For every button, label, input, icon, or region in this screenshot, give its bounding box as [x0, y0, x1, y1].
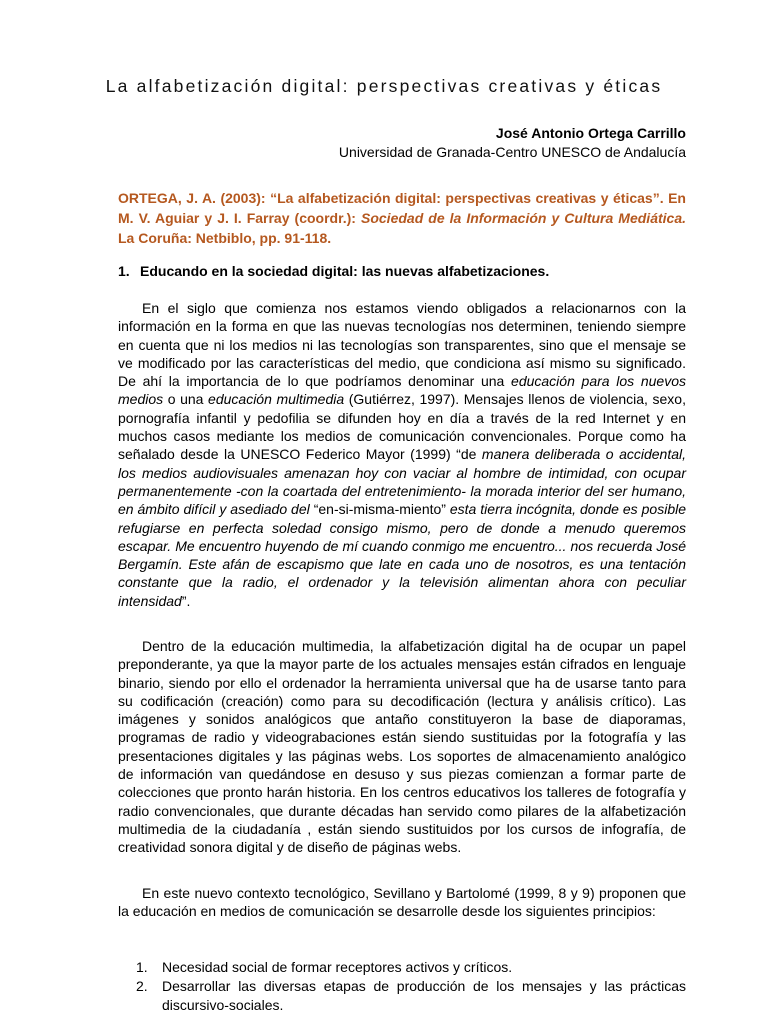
p1-text-g: “en-si-misma-miento” [313, 501, 446, 518]
author-affiliation: Universidad de Granada-Centro UNESCO de Andalucía [338, 144, 686, 160]
section-heading [118, 263, 549, 279]
citation-book-title: Sociedad de la Información y Cultura Mediática. [361, 210, 686, 226]
list-item-text: Desarrollar las diversas etapas de producción de los mensajes y las prácticas discursivo-sociales. [162, 978, 686, 1013]
p1-text-i: ”. [181, 592, 191, 609]
citation-part2: La Coruña: Netbiblo, pp. 91-118. [118, 230, 332, 246]
author-name: José Antonio Ortega Carrillo [495, 125, 686, 141]
p1-italic-f: manera deliberada o accidental, los medios audiovisuales amenazan hoy con vaciar al hombre de intimidad, con ocupar permanentemente -con la coartada del entretenimiento- la morada interior del ser humano, en ámbito difícil y asediado del [118, 446, 687, 518]
list-item [136, 977, 686, 1014]
p3-text: En este nuevo contexto tecnológico, Sevillano y Bartolomé (1999, 8 y 9) proponen que la educación en medios de comunicación se desarrolle desde los siguientes principios: [118, 885, 686, 920]
p1-text-a: En el siglo que comienza nos estamos viendo obligados a relacionarnos con la información en la forma en que las nuevas tecnologías nos determinen, teniendo siempre en cuenta que ni los medios ni las tecnologías son transparentes, sino que el mensaje se ve modificado por las características del medio, que condiciona así mismo su significado. De ahí la importancia de lo que podríamos denominar una [118, 300, 686, 390]
paragraph-1 [118, 299, 686, 610]
list-marker: 1. [136, 959, 148, 975]
list-item [136, 958, 686, 976]
list-marker: 2. [136, 978, 148, 995]
paragraph-3 [118, 884, 686, 921]
citation-part1: ORTEGA, J. A. (2003): “La alfabetización digital: perspectivas creativas y éticas”. En M. V. Aguiar y J. I. Farray (coordr.): [118, 190, 686, 226]
p1-italic-d: educación multimedia [208, 391, 345, 408]
citation [118, 188, 686, 248]
section-number: 1. [118, 263, 130, 279]
paper-title: La alfabetización digital: perspectivas creativas y éticas [105, 76, 663, 96]
section-title: Educando en la sociedad digital: las nuevas alfabetizaciones. [140, 263, 550, 279]
p1-text-e: (Gutiérrez, 1997). Mensajes llenos de violencia, sexo, pornografía infantil y pedofilia se difunden hoy en día a través de la red Internet y en muchos casos mediante los medios de comunicación convencionales. Porque como ha señalado desde la UNESCO Federico Mayor (1999) “de [118, 391, 686, 463]
p2-text: Dentro de la educación multimedia, la alfabetización digital ha de ocupar un papel preponderante, ya que la mayor parte de los actuales mensajes están cifrados en lenguaje binario, siendo por ello el ordenador la herramienta universal que ha de usarse tanto para su codificación (creación) como para su decodificación (lectura y análisis crítico). Las imágenes y sonidos analógicos que antaño constituyeron la base de diaporamas, programas de radio y videograbaciones están siendo sustituidas por la fotografía y las presentaciones digitales y las páginas webs. Los soportes de almacenamiento analógico de información van quedándose en desuso y sus piezas comienzan a formar parte de colecciones que pronto harán historia. En los centros educativos los talleres de fotografía y radio convencionales, que durante décadas han servido como pilares de la alfabetización multimedia de la ciudadanía , están siendo sustituidos por los cursos de infografía, de creatividad sonora digital y de diseño de páginas webs. [118, 638, 686, 856]
p1-italic-b: educación para los nuevos medios [118, 373, 686, 408]
principles-list [136, 958, 686, 1015]
list-item-text: Necesidad social de formar receptores activos y críticos. [162, 959, 513, 975]
p1-text-c: o una [163, 391, 209, 408]
author-block [339, 124, 686, 162]
p1-italic-h: esta tierra incógnita, donde es posible refugiarse en perfecta soledad consigo mismo, pero de donde a menudo queremos escapar. Me encuentro huyendo de mí cuando conmigo me encuentro... nos recuerda José Bergamín. Este afán de escapismo que late en cada uno de nosotros, es una tentación constante que la radio, el ordenador y la televisión alimentan ahora con peculiar intensidad [118, 501, 686, 609]
paragraph-2 [118, 637, 686, 857]
